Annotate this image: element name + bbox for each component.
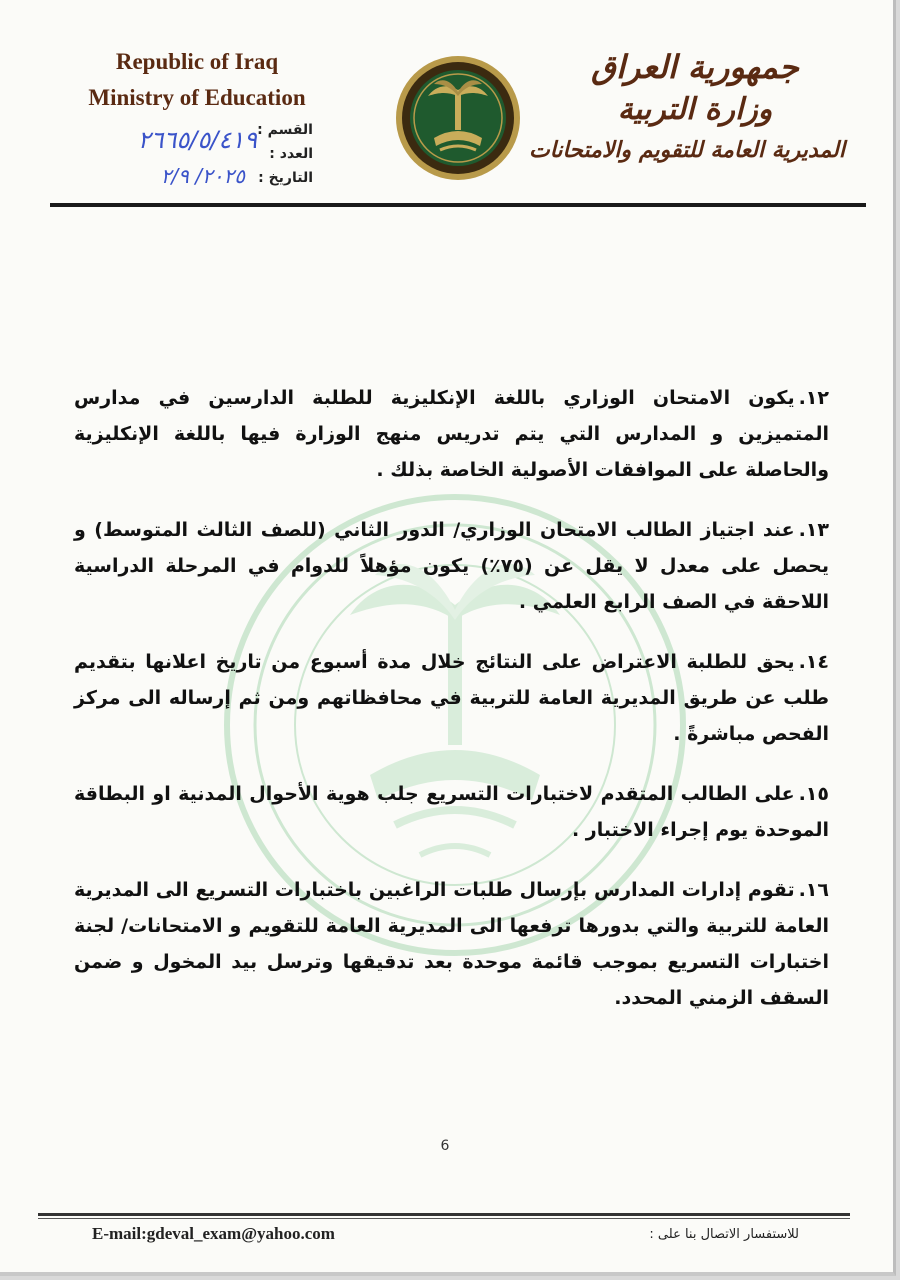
list-item-number: ١٥. (798, 783, 829, 805)
footer-contact-label: للاستفسار الاتصال بنا على : (649, 1227, 799, 1242)
reference-number-label: العدد : (269, 146, 313, 162)
list-item-number: ١٤. (798, 651, 829, 673)
list-item-text: يكون الامتحان الوزاري باللغة الإنكليزية للطلبة الدارسين في مدارس المتميزين و المدارس التي يتم تدريس منهج الوزارة فيها باللغة الإنكليزية والحاصلة على الموافقات الأصولية الخاصة بذلك . (74, 387, 829, 481)
list-item (74, 512, 829, 620)
arabic-header-ministry: وزارة التربية (617, 92, 773, 127)
list-item-text: عند اجتياز الطالب الامتحان الوزاري/ الدور الثاني (للصف الثالث المتوسط) و يحصل على معدل لا يقل عن (٧٥٪) يكون مؤهلاً للدوام في المرحلة الدراسية اللاحقة في الصف الرابع العلمي . (74, 519, 829, 613)
list-item-text: يحق للطلبة الاعتراض على النتائج خلال مدة أسبوع من تاريخ اعلانها بتقديم طلب عن طريق المديرية العامة للتربية في محافظاتهم ومن ثم إرساله الى مركز الفحص مباشرةً . (74, 651, 829, 745)
list-item (74, 776, 829, 848)
header-divider (50, 203, 866, 207)
list-item (74, 644, 829, 752)
list-item (74, 380, 829, 488)
reference-section-label: القسم : (257, 122, 313, 138)
document-body (74, 380, 829, 1040)
arabic-header-country: جمهورية العراق (591, 48, 799, 86)
reference-date-row (78, 164, 313, 194)
footer-email: E-mail:gdeval_exam@yahoo.com (92, 1224, 335, 1243)
list-item (74, 872, 829, 1016)
page-number: 6 (440, 1138, 450, 1154)
list-item-number: ١٦. (798, 879, 829, 901)
english-header-country: Republic of Iraq (115, 49, 279, 74)
reference-block (78, 120, 313, 200)
reference-date-label: التاريخ : (258, 170, 313, 186)
footer-divider (38, 1213, 850, 1216)
list-item-text: تقوم إدارات المدارس بإرسال طلبات الراغبين باختبارات التسريع الى المديرية العامة للتربية والتي بدورها ترفعها الى المديرية العامة للتقويم و الامتحانات/ لجنة اختبارات التسريع بموجب قائمة موحدة بعد تدقيقها وترسل بيد المخول و ضمن السقف الزمني المحدد. (74, 879, 829, 1009)
ministry-seal-icon (394, 54, 522, 182)
list-item-text: على الطالب المتقدم لاختبارات التسريع جلب هوية الأحوال المدنية او البطاقة الموحدة يوم إجراء الاختبار . (74, 783, 829, 841)
list-item-number: ١٢. (798, 387, 829, 409)
footer-divider-thin (38, 1218, 850, 1219)
english-header-ministry: Ministry of Education (88, 85, 306, 110)
list-item-number: ١٣. (798, 519, 829, 541)
arabic-header (529, 44, 845, 170)
english-header (62, 44, 332, 116)
reference-date-value: ٢٠٢٥/ ٢/٩ (160, 164, 245, 188)
reference-number-value: ٢٦٦٥/٥/٤١٩ (137, 126, 257, 154)
arabic-header-directorate: المديرية العامة للتقويم والامتحانات (529, 137, 845, 163)
